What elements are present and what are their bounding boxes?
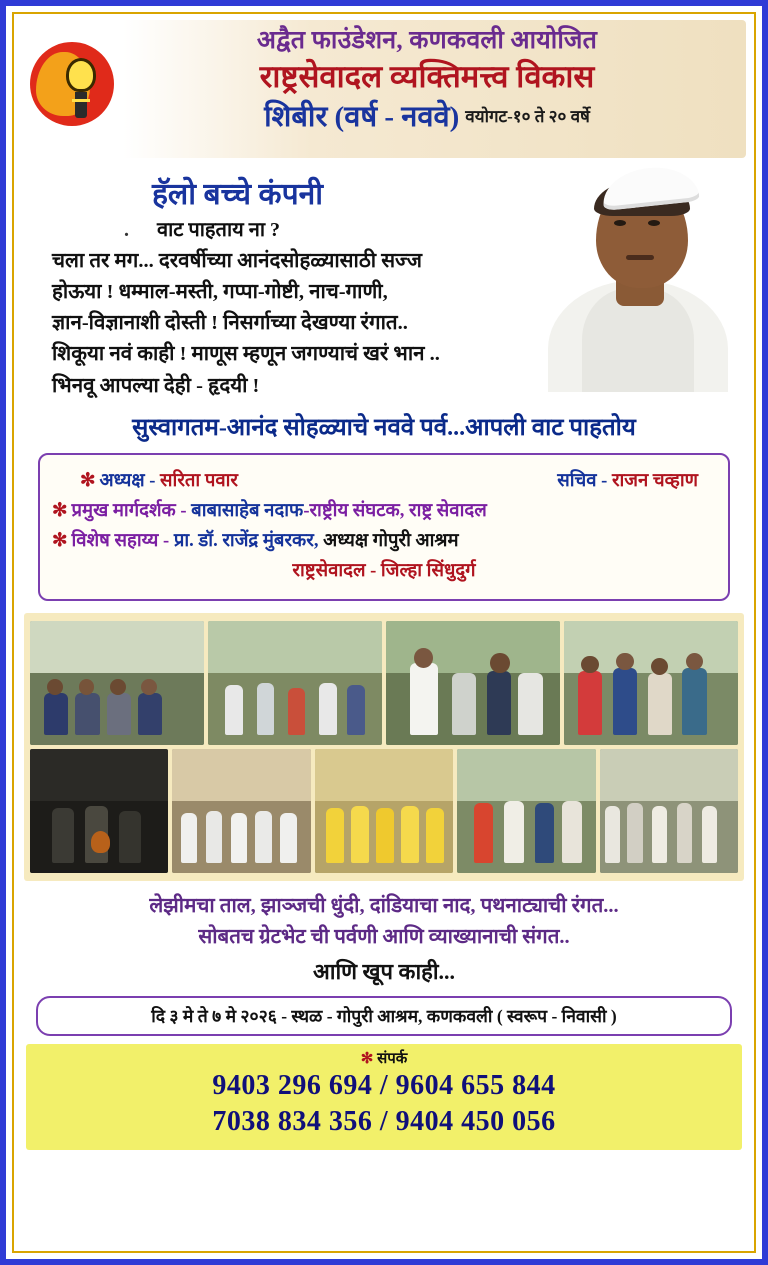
organiser-line: अद्वैत फाउंडेशन, कणकवली आयोजित: [256, 27, 598, 54]
photo-hall-group-photo: [172, 749, 310, 873]
intro-line-5: भिनवू आपल्या देही - हृदयी !: [52, 374, 260, 397]
special-help-extra: अध्यक्ष गोपुरी आश्रम: [318, 530, 459, 551]
age-group-note: वयोगट-१० ते २० वर्षे: [465, 106, 590, 126]
president-entry: [80, 467, 238, 497]
activities-line-2: सोबतच ग्रेटभेट ची पर्वणी आणि व्याख्यानाची संगत..: [198, 925, 570, 948]
president-name: सरिता पवार: [160, 471, 238, 491]
hello-heading: हॅलो बच्चे कंपनी: [152, 178, 324, 211]
intro-line-1: चला तर मग... दरवर्षीच्या आनंदसोहळ्यासाठी सज्ज: [52, 250, 422, 272]
intro-paragraph: [52, 246, 522, 402]
sane-guruji-portrait: [530, 164, 740, 392]
contact-phone-line-2[interactable]: 7038 834 356 / 9404 450 056: [212, 1106, 556, 1138]
photo-outdoor-group: [208, 621, 382, 745]
bullet-star-icon-3: ✻: [52, 530, 68, 551]
photo-prize-distribution: [386, 621, 560, 745]
committee-box: [38, 453, 730, 601]
committee-row-2: [52, 497, 716, 527]
activities-text: [22, 891, 746, 987]
event-title-line2: [118, 99, 736, 135]
poster-inner-frame: [12, 12, 756, 1253]
intro-section: [22, 164, 746, 404]
bullet-star-icon-2: ✻: [52, 500, 68, 521]
chief-guide-extra: -राष्ट्रीय संघटक, राष्ट्र सेवादल: [303, 500, 487, 521]
leading-dot: .: [124, 219, 129, 241]
chief-guide-name: बाबासाहेब नदाफ: [191, 500, 304, 521]
photo-row-2: [30, 749, 738, 873]
photo-large-gathering: [600, 749, 738, 873]
bullet-star-icon: ✻: [80, 471, 96, 491]
district-unit: राष्ट्रसेवादल - जिल्हा सिंधुदुर्ग: [292, 560, 476, 581]
poster-header: [22, 20, 746, 158]
intro-line-2: होऊया ! धम्माल-मस्ती, गप्पा-गोष्टी, नाच-गाणी,: [52, 281, 388, 304]
date-venue-bar: दि ३ मे ते ७ मे २०२६ - स्थळ - गोपुरी आश्रम, कणकवली ( स्वरूप - निवासी ): [36, 996, 732, 1036]
committee-row-4: [52, 557, 716, 587]
contact-label: [26, 1048, 742, 1068]
president-role: अध्यक्ष -: [99, 471, 161, 491]
chief-guide-role: प्रमुख मार्गदर्शक -: [71, 500, 192, 521]
committee-row-1: [52, 467, 716, 497]
special-help-role: विशेष सहाय्य -: [71, 530, 174, 551]
event-title-line1: राष्ट्रसेवादल व्यक्तिमत्त्व विकास: [259, 59, 595, 94]
intro-line-4: शिकूया नवं काही ! माणूस म्हणून जगण्याचं खरं भान ..: [52, 343, 440, 366]
secretary-role: सचिव -: [557, 471, 612, 491]
wait-text: वाट पाहताय ना ?: [157, 219, 280, 241]
activities-line-3: आणि खूप काही...: [312, 959, 456, 985]
secretary-entry: [557, 467, 698, 497]
bullet-star-icon-4: ✻: [360, 1051, 374, 1068]
photo-row-1: [30, 621, 738, 745]
event-title-line2-text: शिबीर (वर्ष - नववे): [264, 100, 460, 133]
contact-phone-line-1[interactable]: 9403 296 694 / 9604 655 844: [212, 1070, 556, 1102]
photo-children-standing: [564, 621, 738, 745]
photo-stage-meeting: [30, 621, 204, 745]
photo-campfire-night: [30, 749, 168, 873]
photo-yellow-uniform-kids: [315, 749, 453, 873]
contact-label-text: संपर्क: [377, 1051, 408, 1068]
photo-gallery: [24, 613, 744, 881]
activities-line-1: लेझीमचा ताल, झाञ्जची धुंदी, दांडियाचा नाद, पथनाट्याची रंगत...: [149, 894, 619, 917]
head-bulb-logo-icon: [30, 42, 114, 126]
photo-dance-activity: [457, 749, 595, 873]
intro-line-3: ज्ञान-विज्ञानाशी दोस्ती ! निसर्गाच्या देखण्या रंगात..: [52, 312, 408, 335]
welcome-line: सुस्वागतम-आनंद सोहळ्याचे नववे पर्व...आपली वाट पाहतोय: [132, 415, 636, 441]
secretary-name: राजन चव्हाण: [611, 471, 698, 491]
special-help-name: प्रा. डॉ. राजेंद्र मुंबरकर,: [173, 530, 319, 551]
contact-section: [26, 1044, 742, 1150]
committee-row-3: [52, 527, 716, 557]
